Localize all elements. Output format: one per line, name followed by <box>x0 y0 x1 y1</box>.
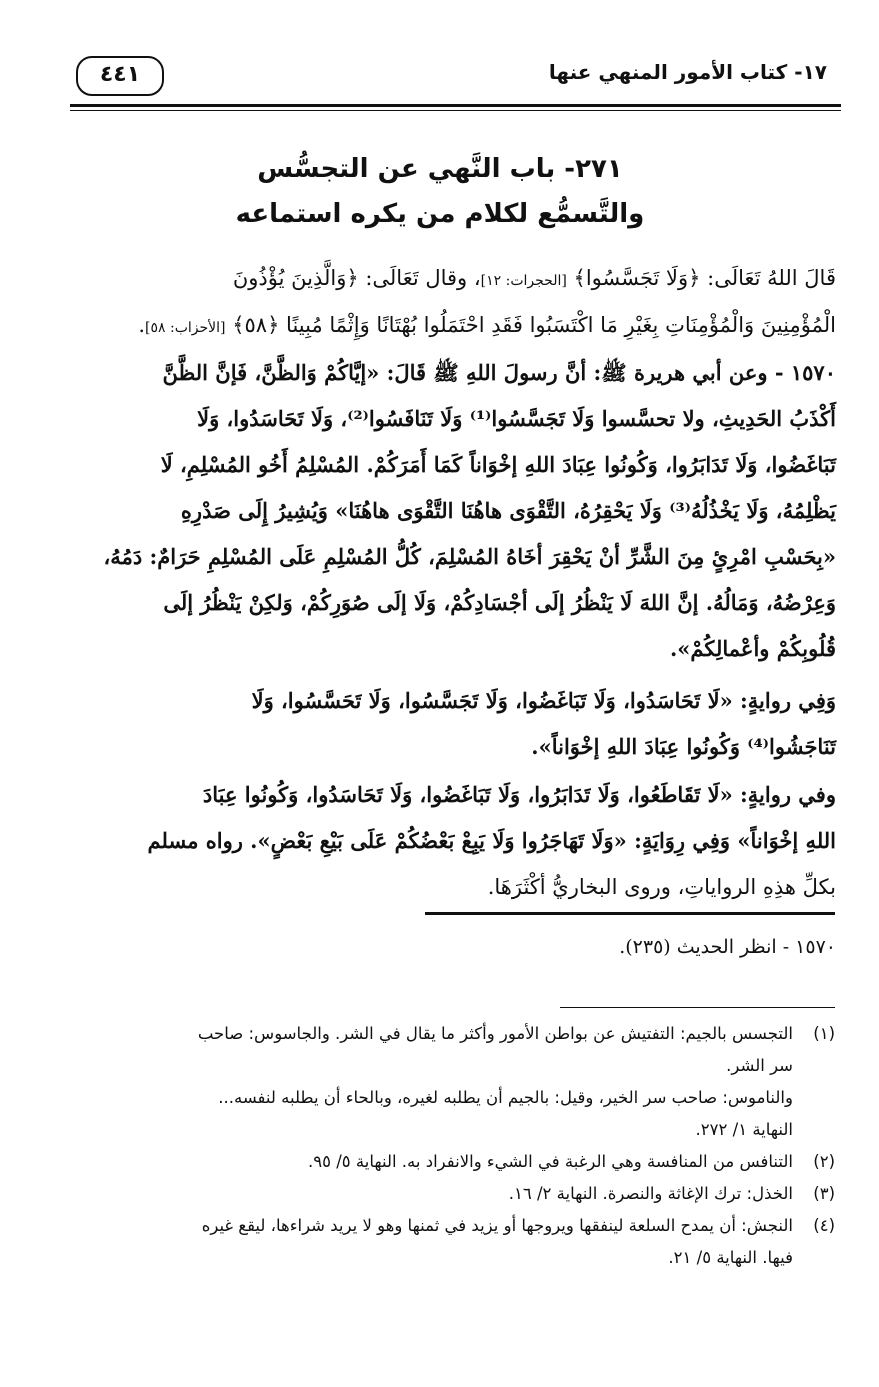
header-rule-thin <box>70 110 841 111</box>
hadith-line: تَبَاغَضُوا، وَلَا تَدَابَرُوا، وَكُونُوا عِبَادَ اللهِ إخْوَاناً كَمَا أَمَرَكُمْ. المُسْلِمُ أَخُو المُسْلِمِ، لَا <box>160 452 836 477</box>
riwaya-1 <box>62 678 836 770</box>
verse-text: ، وقال تَعَالَى: ﴿وَالَّذِينَ يُؤْذُونَ <box>232 266 481 290</box>
footnote-line: فيها. النهاية ٥/ ٢١. <box>668 1248 793 1267</box>
hadith-line: ١٥٧٠ - وعن أبي هريرة ﷺ: أنَّ رسولَ اللهِ ﷺ قَالَ: «إيَّاكُمْ وَالظَّنَّ، فَإنَّ الظَّنَّ <box>162 360 836 385</box>
footnote-1 <box>50 1018 835 1146</box>
header-rule-thick <box>70 104 841 107</box>
running-title: ١٧- كتاب الأمور المنهي عنها <box>548 60 827 84</box>
riwaya-line: وَفِي روايةٍ: «لَا تَحَاسَدُوا، وَلَا تَبَاغَضُوا، وَلَا تَجَسَّسُوا، وَلَا تَحَسَّسُوا، وَلَا <box>251 688 836 713</box>
riwaya-line: بكلِّ هذِهِ الرواياتِ، وروى البخاريُّ أكْثَرَهَا. <box>487 875 836 899</box>
hadith-line: قُلُوبِكُمْ وأعْمالِكُمْ». <box>669 636 836 661</box>
footnote-2 <box>50 1146 835 1178</box>
verse-text: الْمُؤْمِنِينَ وَالْمُؤْمِنَاتِ بِغَيْرِ مَا اكْتَسَبُوا فَقَدِ احْتَمَلُوا بُهْتَانًا وَإِثْمًا مُبِينًا ﴿٥٨﴾ <box>232 313 836 337</box>
footnote-line: النجش: أن يمدح السلعة لينفقها ويروجها أو يزيد في ثمنها وهو لا يريد شراءها، ليقع غيره <box>201 1216 793 1235</box>
chapter-title-line-2: والتَّسمُّع لكلام من يكره استماعه <box>235 199 645 229</box>
footnote-number: (٤) <box>813 1216 835 1235</box>
footnote-line: التجسس بالجيم: التفتيش عن بواطن الأمور وأكثر ما يقال في الشر. والجاسوس: صاحب <box>197 1024 793 1043</box>
verse-text: قَالَ اللهُ تَعَالَى: ﴿وَلَا تَجَسَّسُوا﴾ <box>573 266 836 290</box>
intro-line-2: الْمُؤْمِنِينَ وَالْمُؤْمِنَاتِ بِغَيْرِ مَا اكْتَسَبُوا فَقَدِ احْتَمَلُوا بُهْتَانًا وَإِثْمًا مُبِينًا ﴿٥٨﴾ [الأحزاب: ٥٨]. <box>138 313 836 337</box>
footnote-line: النهاية ١/ ٢٧٢. <box>695 1120 793 1139</box>
source-note: ١٥٧٠ - انظر الحديث (٢٣٥). <box>619 936 836 958</box>
footnote-number: (١) <box>813 1024 835 1043</box>
riwaya-line: تَنَاجَشُوا⁽⁴⁾ وَكُونُوا عِبَادَ اللهِ إخْوَاناً». <box>531 734 836 759</box>
intro-line-1 <box>62 256 836 303</box>
footnote-number: (٣) <box>813 1184 835 1203</box>
footnote-divider <box>560 1007 835 1008</box>
page-number: ٤٤١ <box>76 56 164 96</box>
footnote-line: والناموس: صاحب سر الخير، وقيل: بالجيم أن يطلبه لغيره، وبالحاء أن يطلبه لنفسه... <box>218 1088 793 1107</box>
footnote-line: الخذل: ترك الإغاثة والنصرة. النهاية ٢/ ١٦. <box>508 1184 793 1203</box>
riwaya-2 <box>62 772 836 910</box>
footnotes <box>50 1018 835 1274</box>
hadith-line: «بِحَسْبِ امْرِئٍ مِنَ الشَّرِّ أنْ يَحْقِرَ أخَاهُ المُسْلِمَ، كُلُّ المُسْلِمِ عَلَى المُسْلِمِ حَرَامٌ: دَمُهُ، <box>103 544 836 569</box>
verse-reference: [الأحزاب: ٥٨] <box>145 320 226 336</box>
hadith-line: يَظْلِمُهُ، وَلَا يَخْذُلُهُ⁽³⁾ وَلَا يَحْقِرُهُ، التَّقْوَى هاهُنَا التَّقْوَى هاهُنَا» وَيُشِيرُ إِلَى صَدْرِهِ <box>180 498 836 523</box>
hadith-1570 <box>62 350 836 672</box>
footnote-line: التنافس من المنافسة وهي الرغبة في الشيء والانفراد به. النهاية ٥/ ٩٥. <box>307 1152 793 1171</box>
footnote-3 <box>50 1178 835 1210</box>
footnote-number: (٢) <box>813 1152 835 1171</box>
intro-verses <box>62 256 836 350</box>
hadith-line: وَعِرْضُهُ، وَمَالُهُ. إنَّ اللهَ لَا يَنْظُرُ إلَى أجْسَادِكُمْ، وَلَا إلَى صُوَرِكُمْ، وَلكِنْ يَنْظُرُ إلَى <box>163 590 836 615</box>
footnote-line: سر الشر. <box>726 1056 793 1075</box>
riwaya-line: اللهِ إخْوَاناً» وَفِي رِوَايَةٍ: «وَلَا تَهَاجَرُوا وَلَا يَبِعْ بَعْضُكُمْ عَلَى بَيْعِ بَعْضٍ». رواه مسلم <box>147 828 836 853</box>
body-divider <box>425 912 835 915</box>
footnote-4 <box>50 1210 835 1274</box>
hadith-line: أَكْذَبُ الحَدِيثِ، ولا تحسَّسوا وَلَا تَجَسَّسُوا⁽¹⁾ وَلَا تَنَافَسُوا⁽²⁾، وَلَا تَحَاسَدُوا، وَلَا <box>197 406 836 431</box>
chapter-title-line-1: ٢٧١- باب النَّهي عن التجسُّس <box>257 154 623 184</box>
verse-reference: [الحجرات: ١٢] <box>480 273 567 289</box>
riwaya-line: وفي روايةٍ: «لَا تَقَاطَعُوا، وَلَا تَدَابَرُوا، وَلَا تَبَاغَضُوا، وَلَا تَحَاسَدُوا، وَكُونُوا عِبَادَ <box>202 782 836 807</box>
